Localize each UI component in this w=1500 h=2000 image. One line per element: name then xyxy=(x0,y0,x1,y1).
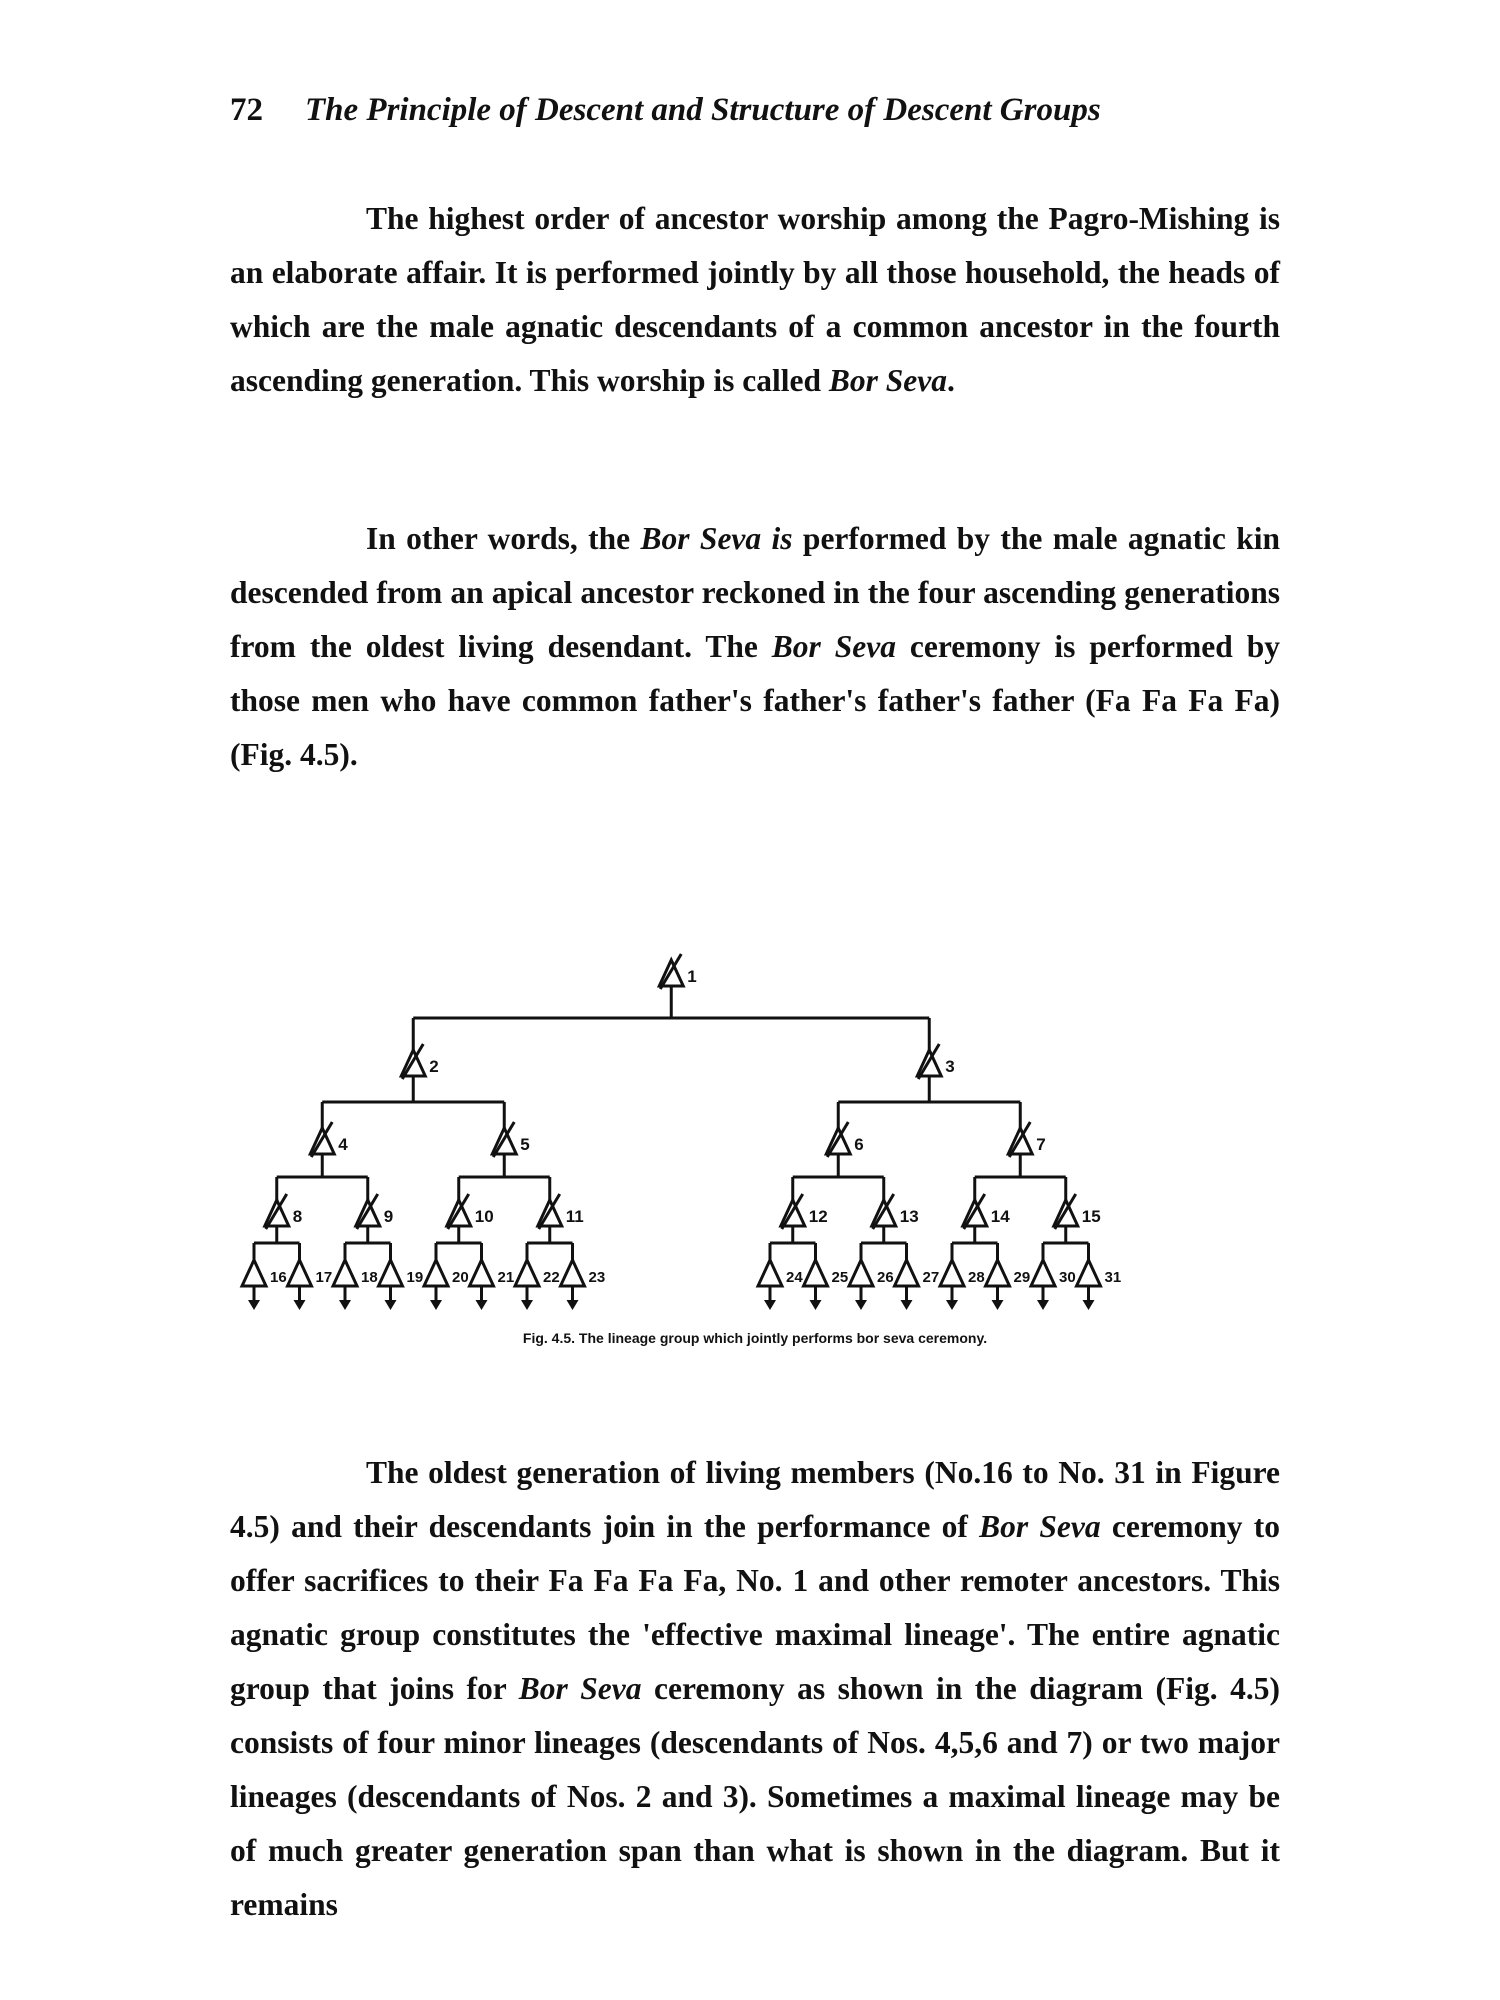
arrow-down-icon xyxy=(430,1300,442,1310)
paragraph-1 xyxy=(230,192,1280,408)
male-triangle-icon xyxy=(379,1260,403,1286)
arrow-down-icon xyxy=(855,1300,867,1310)
arrow-down-icon xyxy=(1037,1300,1049,1310)
text-run: The oldest generation of living members (No.16 to No. 31 in Figure 4.5) and their descendants join in the performance of xyxy=(230,1455,1280,1544)
member-number: 30 xyxy=(1059,1269,1076,1286)
running-title: The Principle of Descent and Structure of Descent Groups xyxy=(305,92,1101,128)
paragraph-3 xyxy=(230,1446,1280,1932)
italic-term: Bor Seva xyxy=(828,363,947,398)
arrow-down-icon xyxy=(764,1300,776,1310)
arrow-down-icon xyxy=(810,1300,822,1310)
text-run: In other words, the xyxy=(366,521,641,556)
text-run: The highest order of ancestor worship among the Pagro-Mishing is an elaborate affair. It is performed jointly by all those household, the heads of which are the male agnatic descendants of a common ancestor in the fourth ascending generation. This worship is called xyxy=(230,201,1280,398)
lineage-tree-svg xyxy=(230,930,1280,1310)
arrow-down-icon xyxy=(521,1300,533,1310)
member-number: 31 xyxy=(1104,1269,1122,1286)
male-triangle-icon xyxy=(515,1260,539,1286)
member-number: 14 xyxy=(990,1207,1010,1226)
member-number: 4 xyxy=(338,1135,348,1154)
member-number: 12 xyxy=(808,1207,828,1226)
text-run: ceremony is performed by those men who have common father's father's father's father (Fa Fa Fa Fa) (Fig. 4.5). xyxy=(230,629,1280,772)
member-number: 10 xyxy=(474,1207,494,1226)
male-triangle-icon xyxy=(1031,1260,1055,1286)
male-triangle-icon xyxy=(288,1260,312,1286)
member-number: 26 xyxy=(877,1269,894,1286)
member-number: 20 xyxy=(452,1269,469,1286)
running-header xyxy=(230,92,1280,129)
arrow-down-icon xyxy=(901,1300,913,1310)
member-number: 22 xyxy=(543,1269,560,1286)
member-number: 16 xyxy=(270,1269,287,1286)
arrow-down-icon xyxy=(385,1300,397,1310)
arrow-down-icon xyxy=(1083,1300,1095,1310)
member-number: 27 xyxy=(922,1269,940,1286)
italic-term: Bor Seva xyxy=(979,1509,1101,1544)
member-number: 17 xyxy=(315,1269,333,1286)
member-number: 6 xyxy=(854,1135,864,1154)
male-triangle-icon xyxy=(561,1260,585,1286)
figure-caption: Fig. 4.5. The lineage group which jointly performs bor seva ceremony. xyxy=(522,1330,988,1346)
text-run: . xyxy=(947,363,955,398)
member-number: 9 xyxy=(383,1207,394,1226)
male-triangle-icon xyxy=(895,1260,919,1286)
arrow-down-icon xyxy=(339,1300,351,1310)
male-triangle-icon xyxy=(1077,1260,1101,1286)
arrow-down-icon xyxy=(946,1300,958,1310)
member-number: 29 xyxy=(1013,1269,1031,1286)
male-triangle-icon xyxy=(986,1260,1010,1286)
page-number: 72 xyxy=(230,92,263,128)
member-number: 13 xyxy=(899,1207,919,1226)
male-triangle-icon xyxy=(242,1260,266,1286)
member-number: 2 xyxy=(429,1057,439,1076)
text-run: ceremony as shown in the diagram (Fig. 4.5) consists of four minor lineages (descendants of Nos. 4,5,6 and 7) or two major lineages (descendants of Nos. 2 and 3). Sometimes a maximal lineage may be of much greater generation span than what is shown in the diagram. But it remains xyxy=(230,1671,1280,1922)
italic-term: Bor Seva xyxy=(518,1671,642,1706)
italic-term: Bor Seva xyxy=(771,629,896,664)
member-number: 11 xyxy=(565,1207,584,1226)
member-number: 28 xyxy=(968,1269,985,1286)
member-number: 15 xyxy=(1081,1207,1101,1226)
arrow-down-icon xyxy=(992,1300,1004,1310)
text-run: performed by the male agnatic kin descended from an apical ancestor reckoned in the four ascending generations from the oldest living desendant. The xyxy=(230,521,1280,664)
male-triangle-icon xyxy=(470,1260,494,1286)
member-number: 25 xyxy=(831,1269,849,1286)
member-number: 1 xyxy=(687,967,697,986)
male-triangle-icon xyxy=(940,1260,964,1286)
male-triangle-icon xyxy=(849,1260,873,1286)
member-number: 18 xyxy=(361,1269,378,1286)
arrow-down-icon xyxy=(476,1300,488,1310)
text-run: ceremony to offer sacrifices to their Fa Fa Fa Fa, No. 1 and other remoter ancestors. This agnatic group constitutes the 'effective maximal lineage'. The entire agnatic group that joins for xyxy=(230,1509,1280,1706)
male-triangle-icon xyxy=(804,1260,828,1286)
member-number: 8 xyxy=(292,1207,303,1226)
male-triangle-icon xyxy=(333,1260,357,1286)
arrow-down-icon xyxy=(294,1300,306,1310)
member-number: 23 xyxy=(588,1269,606,1286)
member-number: 5 xyxy=(520,1135,530,1154)
italic-term: Bor Seva is xyxy=(640,521,793,556)
member-number: 21 xyxy=(497,1269,515,1286)
member-number: 19 xyxy=(406,1269,424,1286)
arrow-down-icon xyxy=(567,1300,579,1310)
arrow-down-icon xyxy=(248,1300,260,1310)
member-number: 24 xyxy=(786,1269,803,1286)
male-triangle-icon xyxy=(758,1260,782,1286)
member-number: 7 xyxy=(1036,1135,1046,1154)
member-number: 3 xyxy=(945,1057,955,1076)
male-triangle-icon xyxy=(424,1260,448,1286)
lineage-diagram xyxy=(230,930,1280,1310)
paragraph-2 xyxy=(230,512,1280,782)
